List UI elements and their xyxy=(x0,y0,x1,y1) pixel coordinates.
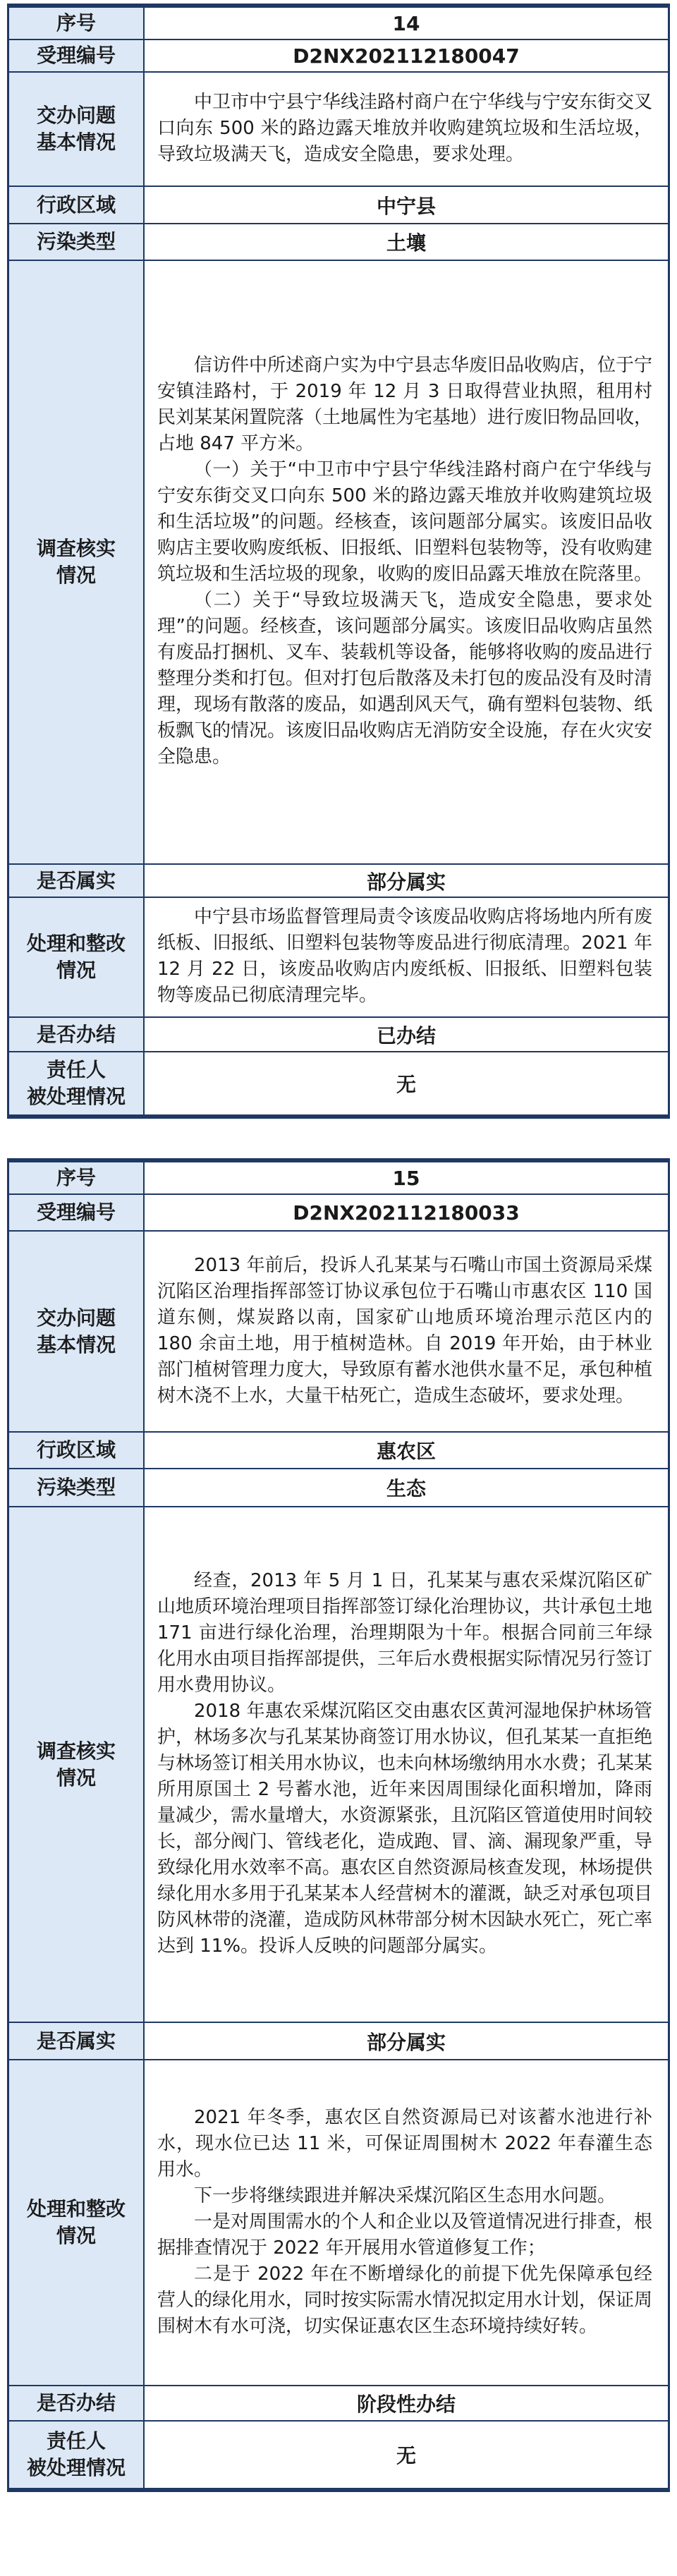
label-investigation-line-2: 情况 xyxy=(56,564,96,587)
record-table-15 xyxy=(7,1158,670,2492)
complaint-paragraph: 中卫市中宁县宁华线洼路村商户在宁华线与宁安东街交叉口向东 500 米的路边露天堆放并收购建筑垃圾和生活垃圾，导致垃圾满天飞，造成安全隐患，要求处理。 xyxy=(157,91,653,165)
row-handling xyxy=(8,897,669,1017)
row-complaint xyxy=(8,72,669,186)
record-table-14 xyxy=(7,4,670,1119)
row-acceptance-no xyxy=(8,40,669,72)
label-acceptance-no: 受理编号 xyxy=(8,1194,145,1231)
value-seq: 15 xyxy=(144,1160,669,1194)
row-acceptance-no xyxy=(8,1194,669,1231)
investigation-paragraph-3: （二）关于“导致垃圾满天飞，造成安全隐患，要求处理”的问题。经核查，该问题部分属实。该废旧品收购店虽然有废品打捆机、叉车、装载机等设备，能够将收购的废品进行整理分类和打包。但对打包后散落及未打包的废品没有及时清理，现场有散落的废品，如遇刮风天气，确有塑料包装物、纸板飘飞的情况。该废旧品收购店无消防安全设施，存在火灾安全隐患。 xyxy=(157,590,653,767)
row-region xyxy=(8,186,669,224)
label-accountability xyxy=(8,2421,145,2490)
label-is-closed: 是否办结 xyxy=(8,2386,145,2421)
label-accountability xyxy=(8,1052,145,1117)
label-accountability-line-2: 被处理情况 xyxy=(26,1085,126,1108)
label-is-closed: 是否办结 xyxy=(8,1017,145,1052)
row-is-true xyxy=(8,2022,669,2060)
handling-paragraph-3: 一是对周围需水的个人和企业以及管道情况进行排查，根据排查情况于 2022 年开展用水管道修复工作； xyxy=(157,2211,653,2259)
value-seq: 14 xyxy=(144,6,669,40)
value-complaint xyxy=(144,1231,669,1432)
label-complaint xyxy=(8,72,145,186)
row-complaint xyxy=(8,1231,669,1432)
row-is-closed xyxy=(8,1017,669,1052)
investigation-paragraph-2: 2018 年惠农采煤沉陷区交由惠农区黄河湿地保护林场管护，林场多次与孔某某协商签订用水协议，但孔某某一直拒绝与林场签订相关用水协议，也未向林场缴纳用水水费；孔某某所用原国土 2 号蓄水池，近年来因周围绿化面积增加，降雨量减少，需水量增大，水资源紧张，且沉陷区管道使用时间较长，部分阀门、管线老化，造成跑、冒、滴、漏现象严重，导致绿化用水效率不高。惠农区自然资源局核查发现，林场提供绿化用水多用于孔某某本人经营树木的灌溉，缺乏对承包项目防风林带的浇灌，造成防风林带部分树木因缺水死亡，死亡率达到 11%。投诉人反映的问题部分属实。 xyxy=(157,1701,653,1957)
value-accountability: 无 xyxy=(144,1052,669,1117)
row-pollution-type xyxy=(8,224,669,260)
label-accountability-line-2: 被处理情况 xyxy=(26,2456,126,2479)
label-accountability-line-1: 责任人 xyxy=(46,2429,106,2453)
label-seq: 序号 xyxy=(8,6,145,40)
handling-paragraph-1: 2021 年冬季，惠农区自然资源局已对该蓄水池进行补水，现水位已达 11 米，可保证周围树木 2022 年春灌生态用水。 xyxy=(157,2106,652,2180)
label-investigation-line-1: 调查核实 xyxy=(36,537,116,560)
label-handling-line-1: 处理和整改 xyxy=(26,932,126,955)
value-acceptance-no: D2NX202112180033 xyxy=(144,1194,669,1231)
label-handling xyxy=(8,2060,145,2386)
value-investigation xyxy=(144,260,669,864)
label-seq: 序号 xyxy=(8,1160,145,1194)
label-investigation-line-2: 情况 xyxy=(56,1766,96,1790)
investigation-paragraph-1: 信访件中所述商户实为中宁县志华废旧品收购店，位于宁安镇洼路村，于 2019 年 12 月 3 日取得营业执照，租用村民刘某某闲置院落（土地属性为宅基地）进行废旧物品回收，占地 847 平方米。 xyxy=(157,355,653,454)
row-seq xyxy=(8,1160,669,1194)
value-region: 中宁县 xyxy=(144,186,669,224)
value-is-closed: 阶段性办结 xyxy=(144,2386,669,2421)
label-complaint-line-1: 交办问题 xyxy=(36,104,116,127)
handling-paragraph-1: 中宁县市场监督管理局责令该废品收购店将场地内所有废纸板、旧报纸、旧塑料包装物等废品进行彻底清理。2021 年 12 月 22 日，该废品收购店内废纸板、旧报纸、旧塑料包装物等废品已彻底清理完毕。 xyxy=(157,906,653,1006)
label-investigation xyxy=(8,260,145,864)
value-acceptance-no: D2NX202112180047 xyxy=(144,40,669,72)
label-acceptance-no: 受理编号 xyxy=(8,40,145,72)
value-handling xyxy=(144,897,669,1017)
value-is-true: 部分属实 xyxy=(144,2022,669,2060)
row-investigation xyxy=(8,260,669,864)
value-is-true: 部分属实 xyxy=(144,864,669,897)
row-accountability xyxy=(8,1052,669,1117)
label-accountability-line-1: 责任人 xyxy=(46,1058,106,1081)
handling-paragraph-4: 二是于 2022 年在不断增绿化的前提下优先保障承包经营人的绿化用水，同时按实际需水情况拟定用水计划，保证周围树木有水可浇，切实保证惠农区生态环境持续好转。 xyxy=(157,2263,653,2337)
row-is-true xyxy=(8,864,669,897)
value-is-closed: 已办结 xyxy=(144,1017,669,1052)
value-pollution-type: 生态 xyxy=(144,1469,669,1507)
label-complaint-line-2: 基本情况 xyxy=(36,1332,116,1356)
row-region xyxy=(8,1432,669,1469)
label-is-true: 是否属实 xyxy=(8,2022,145,2060)
value-accountability: 无 xyxy=(144,2421,669,2490)
label-handling xyxy=(8,897,145,1017)
investigation-paragraph-2: （一）关于“中卫市中宁县宁华线洼路村商户在宁华线与宁安东街交叉口向东 500 米的路边露天堆放并收购建筑垃圾和生活垃圾”的问题。经核查，该问题部分属实。该废旧品收购店主要收购废纸板、旧报纸、旧塑料包装物等，没有收购建筑垃圾和生活垃圾的现象，收购的废旧品露天堆放在院落里。 xyxy=(157,459,653,585)
label-handling-line-2: 情况 xyxy=(56,2224,96,2247)
label-complaint-line-1: 交办问题 xyxy=(36,1306,116,1330)
label-region: 行政区域 xyxy=(8,186,145,224)
handling-paragraph-2: 下一步将继续跟进并解决采煤沉陷区生态用水问题。 xyxy=(194,2185,616,2206)
label-complaint xyxy=(8,1231,145,1432)
value-investigation xyxy=(144,1507,669,2022)
row-handling xyxy=(8,2060,669,2386)
row-accountability xyxy=(8,2421,669,2490)
label-complaint-line-2: 基本情况 xyxy=(36,130,116,154)
label-handling-line-1: 处理和整改 xyxy=(26,2197,126,2220)
row-is-closed xyxy=(8,2386,669,2421)
value-complaint xyxy=(144,72,669,186)
label-is-true: 是否属实 xyxy=(8,864,145,897)
label-investigation-line-1: 调查核实 xyxy=(36,1739,116,1763)
investigation-paragraph-1: 经查，2013 年 5 月 1 日，孔某某与惠农采煤沉陷区矿山地质环境治理项目指挥部签订绿化治理协议，共计承包土地 171 亩进行绿化治理，治理期限为十年。根据合同前三年绿化用水由项目指挥部提供，三年后水费根据实际情况另行签订用水费用协议。 xyxy=(157,1570,653,1696)
value-handling xyxy=(144,2060,669,2386)
complaint-paragraph: 2013 年前后，投诉人孔某某与石嘴山市国土资源局采煤沉陷区治理指挥部签订协议承包位于石嘴山市惠农区 110 国道东侧，煤炭路以南，国家矿山地质环境治理示范区内的 180 余亩土地，用于植树造林。自 2019 年开始，由于林业部门植树管理力度大，导致原有蓄水池供水量不足，承包种植树木浇不上水，大量干枯死亡，造成生态破坏，要求处理。 xyxy=(157,1254,653,1407)
label-handling-line-2: 情况 xyxy=(56,959,96,982)
row-investigation xyxy=(8,1507,669,2022)
label-region: 行政区域 xyxy=(8,1432,145,1469)
row-seq xyxy=(8,6,669,40)
label-pollution-type: 污染类型 xyxy=(8,224,145,260)
label-investigation xyxy=(8,1507,145,2022)
row-pollution-type xyxy=(8,1469,669,1507)
value-region: 惠农区 xyxy=(144,1432,669,1469)
value-pollution-type: 土壤 xyxy=(144,224,669,260)
label-pollution-type: 污染类型 xyxy=(8,1469,145,1507)
